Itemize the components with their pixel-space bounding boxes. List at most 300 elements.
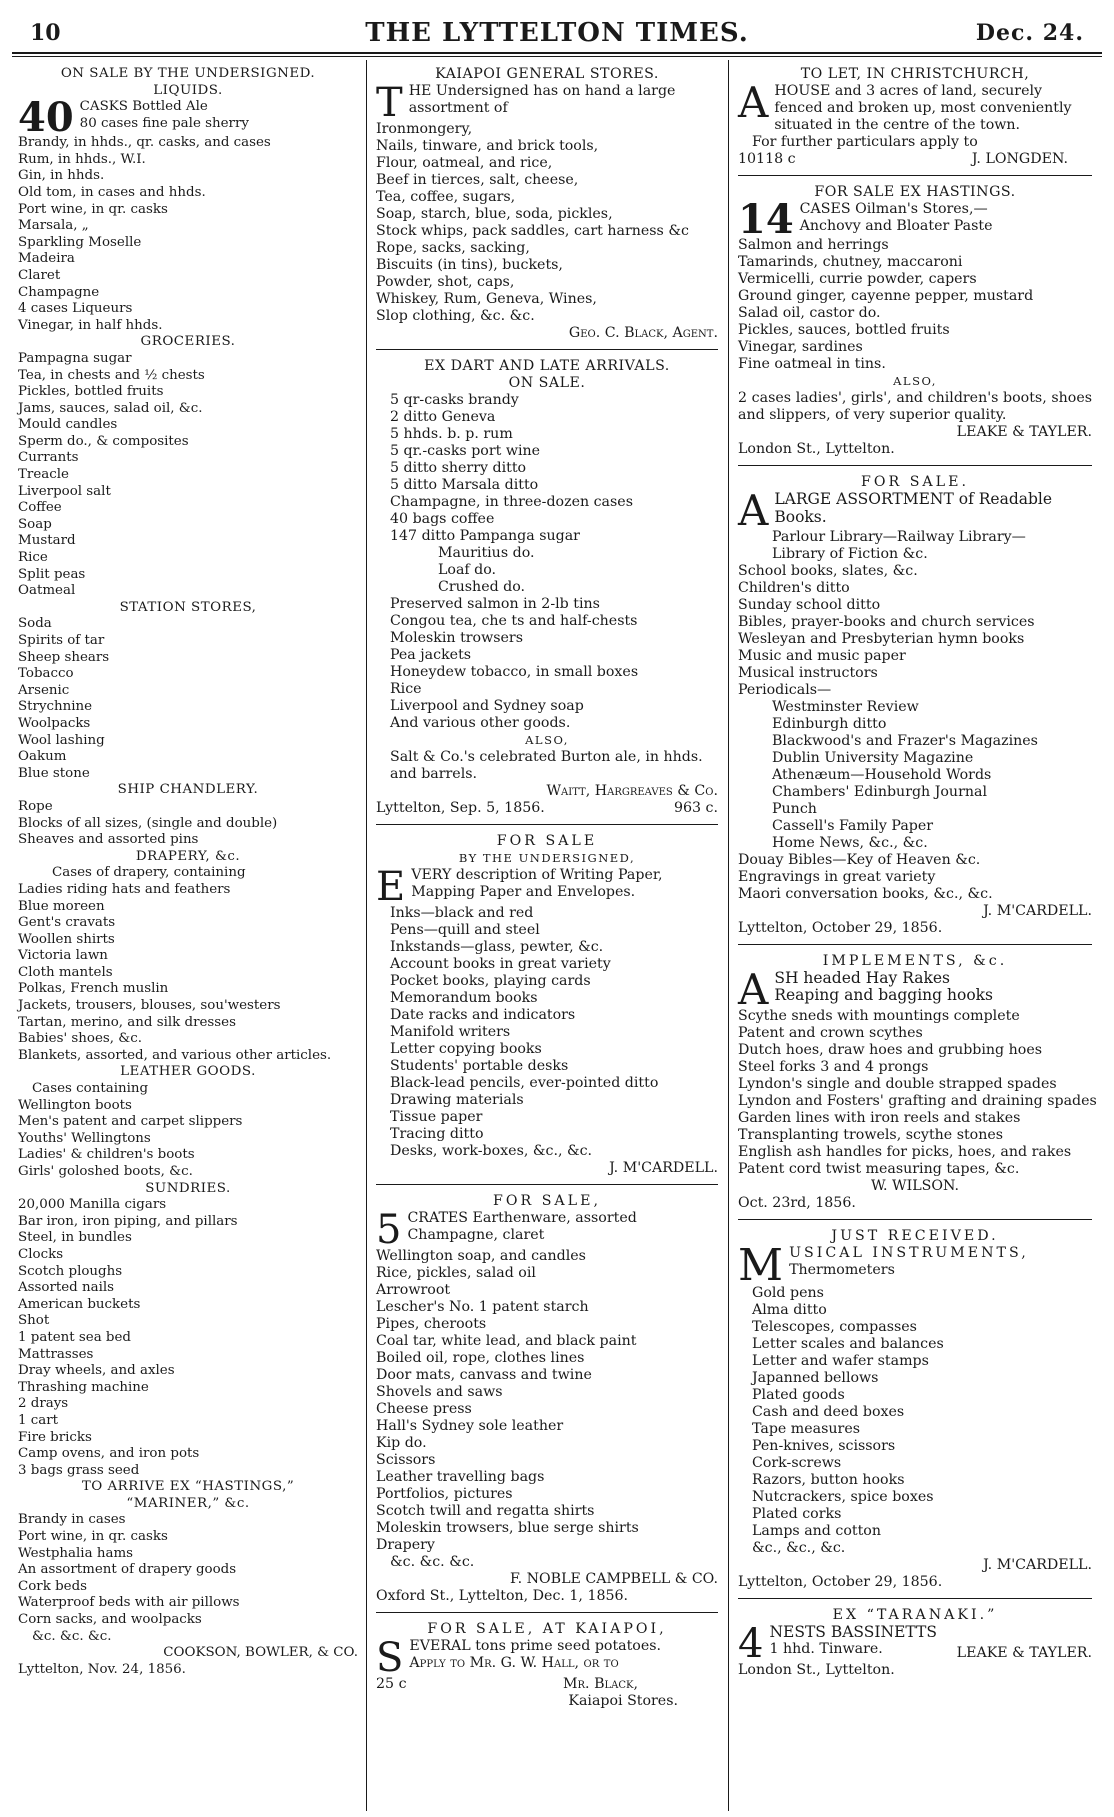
drop-capital: E xyxy=(376,864,406,910)
list-item: Bar iron, iron piping, and pillars xyxy=(18,1213,238,1229)
list-item: Preserved salmon in 2-lb tins xyxy=(390,596,600,612)
list-item: Mauritius do. xyxy=(438,545,535,561)
list-item: Desks, work-boxes, &c., &c. xyxy=(390,1143,593,1159)
list-item: Musical instructors xyxy=(738,665,878,681)
list-item: Lyndon's single and double strapped spades xyxy=(738,1076,1057,1092)
list-item: Sperm do., & composites xyxy=(18,433,189,449)
list-item: Lescher's No. 1 patent starch xyxy=(376,1299,589,1315)
list-item: Claret xyxy=(18,267,61,283)
list-item: Brandy in cases xyxy=(18,1512,126,1528)
list-item: Ladies riding hats and feathers xyxy=(18,881,231,897)
list-item: English ash handles for picks, hoes, and rakes xyxy=(738,1144,1072,1160)
list-item: Blue stone xyxy=(18,765,90,781)
dateline: Lyttelton, October 29, 1856. xyxy=(738,1574,943,1590)
list-item: Inkstands—glass, pewter, &c. xyxy=(390,939,604,955)
advertiser: COOKSON, BOWLER, & CO. xyxy=(163,1645,358,1661)
ad-divider xyxy=(376,1184,718,1185)
list-item: Library of Fiction &c. xyxy=(772,546,928,562)
dateline: Lyttelton, Sep. 5, 1856. xyxy=(376,800,545,816)
list-item: Cork beds xyxy=(18,1578,88,1594)
list-item: Gent's cravats xyxy=(18,915,116,931)
ad-divider xyxy=(376,1612,718,1613)
column-divider xyxy=(366,60,367,1811)
list-item: Crushed do. xyxy=(438,579,526,595)
address: London St., Lyttelton. xyxy=(738,1662,895,1678)
advertiser: J. M'CARDELL. xyxy=(983,1557,1092,1573)
item-list xyxy=(376,1248,718,1554)
etc-line: &c. &c. &c. xyxy=(390,1554,475,1570)
list-item: Split peas xyxy=(18,566,86,582)
column-1 xyxy=(18,66,358,1678)
list-item: Dublin University Magazine xyxy=(772,750,974,766)
ad-writing-paper xyxy=(376,833,718,1177)
store-name: Kaiapoi Stores. xyxy=(568,1693,678,1709)
list-item: Sparkling Moselle xyxy=(18,234,142,250)
ad-footer xyxy=(738,151,1092,168)
list-item: Arsenic xyxy=(18,682,70,698)
ad-kaiapoi-stores xyxy=(376,66,718,342)
dateline: Lyttelton, October 29, 1856. xyxy=(738,920,943,936)
liquids-list xyxy=(18,135,358,334)
dateline: Oct. 23rd, 1856. xyxy=(738,1195,856,1211)
list-item: Japanned bellows xyxy=(752,1370,879,1386)
list-item: Rum, in hhds., W.I. xyxy=(18,151,146,167)
list-item: Cash and deed boxes xyxy=(752,1404,905,1420)
dateline: Lyttelton, Nov. 24, 1856. xyxy=(18,1661,186,1677)
list-item: Ladies' & children's boots xyxy=(18,1147,195,1163)
list-item: Jams, sauces, salad oil, &c. xyxy=(18,400,203,416)
list-item: Drawing materials xyxy=(390,1092,524,1108)
list-item: 5 qr-casks brandy xyxy=(390,392,519,408)
list-item: Strychnine xyxy=(18,699,93,715)
masthead xyxy=(0,10,1114,50)
list-item: Portfolios, pictures xyxy=(376,1486,513,1502)
ad-line: CASES Oilman's Stores,— xyxy=(799,201,988,217)
ad-heading: IMPLEMENTS, &c. xyxy=(822,953,1008,969)
list-item: Rice, pickles, salad oil xyxy=(376,1265,536,1281)
list-item: Scythe sneds with mountings complete xyxy=(738,1008,1020,1024)
list-item: Biscuits (in tins), buckets, xyxy=(376,257,563,273)
list-item: Westphalia hams xyxy=(18,1545,134,1561)
list-item: Wellington soap, and candles xyxy=(376,1248,586,1264)
ad-taranaki xyxy=(738,1607,1092,1679)
address: London St., Lyttelton. xyxy=(738,441,895,457)
item-list xyxy=(376,392,718,545)
drop-numeral: 5 xyxy=(376,1207,402,1253)
list-item: Mustard xyxy=(18,533,76,549)
list-item: Memorandum books xyxy=(390,990,538,1006)
list-item: Patent cord twist measuring tapes, &c. xyxy=(738,1161,1020,1177)
list-item: Assorted nails xyxy=(18,1280,115,1296)
list-item: 20,000 Manilla cigars xyxy=(18,1197,167,1213)
list-item: Periodicals— xyxy=(738,682,832,698)
ad-divider xyxy=(738,944,1092,945)
list-item: School books, slates, &c. xyxy=(738,563,918,579)
ad-subheading: BY THE UNDERSIGNED, xyxy=(458,851,636,865)
list-item: Garden lines with iron reels and stakes xyxy=(738,1110,1021,1126)
list-item: Razors, button hooks xyxy=(752,1472,905,1488)
list-item: Thrashing machine xyxy=(18,1379,149,1395)
list-item: Loaf do. xyxy=(438,562,497,578)
list-item: Cassell's Family Paper xyxy=(772,818,934,834)
list-item: Vinegar, sardines xyxy=(738,339,863,355)
list-item: Account books in great variety xyxy=(390,956,611,972)
list-item: Bibles, prayer-books and church services xyxy=(738,614,1035,630)
ad-divider xyxy=(738,465,1092,466)
list-item: Youths' Wellingtons xyxy=(18,1130,151,1146)
ad-heading: KAIAPOI GENERAL STORES. xyxy=(435,66,659,82)
list-item: Lyndon and Fosters' grafting and draining spades xyxy=(738,1093,1097,1109)
list-item: Congou tea, che ts and half-chests xyxy=(390,613,638,629)
list-item: Girls' goloshed boots, &c. xyxy=(18,1164,193,1179)
list-item: Gold pens xyxy=(752,1285,824,1301)
masthead-rule-thin xyxy=(12,56,1102,57)
ad-oilman-stores xyxy=(738,184,1092,458)
list-item: Scotch twill and regatta shirts xyxy=(376,1503,595,1519)
ad-intro xyxy=(376,1635,718,1681)
list-item: Transplanting trowels, scythe stones xyxy=(738,1127,1004,1143)
issue-date: Dec. 24. xyxy=(975,20,1084,46)
list-item: Pampagna sugar xyxy=(18,350,132,366)
list-item: Tape measures xyxy=(752,1421,860,1437)
list-item: Letter copying books xyxy=(390,1041,542,1057)
list-item: Soap, starch, blue, soda, pickles, xyxy=(376,206,613,222)
list-item: Liverpool salt xyxy=(18,483,111,499)
newspaper-title: THE LYTTELTON TIMES. xyxy=(365,18,749,48)
ad-line: Reaping and bagging hooks xyxy=(774,986,994,1004)
list-item: Black-lead pencils, ever-pointed ditto xyxy=(390,1075,659,1091)
list-item: Scissors xyxy=(376,1452,436,1468)
list-item: Stock whips, pack saddles, cart harness &c xyxy=(376,223,689,239)
ad-line: USICAL INSTRUMENTS, xyxy=(789,1245,1029,1261)
list-item: Sheep shears xyxy=(18,649,110,665)
list-item: Plated corks xyxy=(752,1506,842,1522)
list-item: Brandy, in hhds., qr. casks, and cases xyxy=(18,135,271,151)
ad-line: Apply to Mr. G. W. Hall, or to xyxy=(409,1655,619,1671)
list-item: &c., &c., &c. xyxy=(752,1540,846,1556)
item-list xyxy=(738,563,1092,699)
ad-heading: EX DART AND LATE ARRIVALS. xyxy=(424,358,670,374)
etc-line: &c. &c. &c. xyxy=(32,1628,112,1644)
advertiser: Waitt, Hargreaves & Co. xyxy=(546,783,718,799)
list-item: And various other goods. xyxy=(390,715,571,731)
ad-line: Thermometers xyxy=(789,1262,895,1278)
list-item: Lamps and cotton xyxy=(752,1523,881,1539)
list-item: Oatmeal xyxy=(18,583,76,599)
drop-capital: T xyxy=(376,80,403,126)
list-item: Blackwood's and Frazer's Magazines xyxy=(772,733,1038,749)
list-item: Woolpacks xyxy=(18,715,91,731)
list-item: Blue moreen xyxy=(18,898,105,914)
ad-divider xyxy=(738,1598,1092,1599)
ad-heading: FOR SALE. xyxy=(861,474,969,490)
leather-list xyxy=(18,1098,358,1181)
list-item: Ground ginger, cayenne pepper, mustard xyxy=(738,288,1034,304)
section-heading: GROCERIES. xyxy=(140,334,236,350)
advertiser: LEAKE & TAYLER. xyxy=(956,1645,1092,1661)
section-heading: “MARINER,” &c. xyxy=(126,1495,250,1511)
list-item: Douay Bibles—Key of Heaven &c. xyxy=(738,852,981,868)
list-item: 3 bags grass seed xyxy=(18,1462,140,1478)
list-item: Liverpool and Sydney soap xyxy=(390,698,584,714)
list-item: Pickles, sauces, bottled fruits xyxy=(738,322,950,338)
ad-house-to-let xyxy=(738,66,1092,168)
ad-heading: FOR SALE xyxy=(496,833,598,849)
arrive-list xyxy=(18,1512,358,1628)
list-item: Mould candles xyxy=(18,417,118,433)
ad-line: CASKS Bottled Ale xyxy=(79,99,208,115)
section-intro: Cases of drapery, containing xyxy=(52,865,246,881)
list-item: Shot xyxy=(18,1313,50,1329)
ad-line: 1 hhd. Tinware. xyxy=(769,1641,883,1657)
list-item: Flour, oatmeal, and rice, xyxy=(376,155,553,171)
ad-heading: EX “TARANAKI.” xyxy=(832,1607,998,1623)
list-item: Rope, sacks, sacking, xyxy=(376,240,530,256)
list-item: Pen-knives, scissors xyxy=(752,1438,896,1454)
section-heading: DRAPERY, &c. xyxy=(135,848,241,864)
ad-divider xyxy=(738,1219,1092,1220)
list-item: Pipes, cheroots xyxy=(376,1316,487,1332)
advertiser: J. M'CARDELL. xyxy=(609,1160,718,1176)
list-item: Old tom, in cases and hhds. xyxy=(18,184,206,200)
list-item: Telescopes, compasses xyxy=(752,1319,917,1335)
ad-intro xyxy=(376,1207,718,1253)
list-item: Soap xyxy=(18,516,52,532)
column-divider xyxy=(728,60,729,1811)
list-item: Jackets, trousers, blouses, sou'westers xyxy=(18,998,281,1014)
list-item: Waterproof beds with air pillows xyxy=(18,1595,240,1611)
ad-intro-text: VERY description of Writing Paper, Mapping Paper and Envelopes. xyxy=(411,867,663,900)
list-item: Music and music paper xyxy=(738,648,906,664)
list-item: American buckets xyxy=(18,1296,141,1312)
ad-divider xyxy=(738,175,1092,176)
ad-footer xyxy=(376,1676,718,1693)
ad-line: Champagne, claret xyxy=(407,1227,545,1243)
list-item: Moleskin trowsers xyxy=(390,630,523,646)
list-item: Nutcrackers, spice boxes xyxy=(752,1489,934,1505)
ad-heading: FOR SALE, AT KAIAPOI, xyxy=(427,1621,667,1637)
ad-heading: TO LET, IN CHRISTCHURCH, xyxy=(800,66,1030,82)
item-list xyxy=(738,237,1092,373)
list-item: Steel forks 3 and 4 prongs xyxy=(738,1059,929,1075)
ad-intro xyxy=(738,486,1092,535)
list-item: Whiskey, Rum, Geneva, Wines, xyxy=(376,291,597,307)
ad-intro-text: LARGE ASSORTMENT of Readable Books. xyxy=(774,490,1053,526)
advertiser: LEAKE & TAYLER. xyxy=(956,424,1092,440)
ad-line: Anchovy and Bloater Paste xyxy=(799,218,993,234)
list-item: Wool lashing xyxy=(18,732,105,748)
list-item: Champagne, in three-dozen cases xyxy=(390,494,633,510)
ad-seed-potatoes xyxy=(376,1621,718,1710)
list-item: Salmon and herrings xyxy=(738,237,889,253)
list-item: Powder, shot, caps, xyxy=(376,274,515,290)
list-item: Tobacco xyxy=(18,666,74,682)
list-item: Date racks and indicators xyxy=(390,1007,576,1023)
ad-earthenware xyxy=(376,1193,718,1605)
list-item: Wellington boots xyxy=(18,1097,132,1113)
list-item: Coal tar, white lead, and black paint xyxy=(376,1333,637,1349)
list-item: Cork-screws xyxy=(752,1455,842,1471)
section-heading: STATION STORES, xyxy=(119,599,257,615)
ad-intro xyxy=(376,80,718,126)
ad-line: NESTS BASSINETTS xyxy=(769,1623,937,1641)
list-item: Letter scales and balances xyxy=(752,1336,944,1352)
list-item: Slop clothing, &c. &c. xyxy=(376,308,535,324)
list-item: Mattrasses xyxy=(18,1346,94,1362)
list-item: Port wine, in qr. casks xyxy=(18,201,168,217)
list-item: Chambers' Edinburgh Journal xyxy=(772,784,987,800)
list-item: Babies' shoes, &c. xyxy=(18,1031,142,1047)
list-item: Home News, &c., &c. xyxy=(772,835,928,851)
column-3 xyxy=(738,66,1097,1686)
list-item: 2 drays xyxy=(18,1396,69,1412)
list-item: Plated goods xyxy=(752,1387,845,1403)
list-item: Hall's Sydney sole leather xyxy=(376,1418,564,1434)
list-item: Soda xyxy=(18,616,52,632)
sundries-list xyxy=(18,1197,358,1479)
list-item: Nails, tinware, and brick tools, xyxy=(376,138,599,154)
drop-capital: S xyxy=(376,1635,404,1681)
list-item: 5 ditto Marsala ditto xyxy=(390,477,539,493)
list-item: Ironmongery, xyxy=(376,121,473,137)
item-list xyxy=(376,121,718,325)
list-item: Leather travelling bags xyxy=(376,1469,545,1485)
list-item: Drapery xyxy=(376,1537,435,1553)
list-item: 4 cases Liqueurs xyxy=(18,301,133,317)
list-item: Salad oil, castor do. xyxy=(738,305,881,321)
ad-intro-text: HE Undersigned has on hand a large assortment of xyxy=(408,83,676,116)
list-item: Parlour Library—Railway Library— xyxy=(772,529,1026,545)
column-2 xyxy=(376,66,718,1717)
also-text: 2 cases ladies', girls', and children's boots, shoes and slippers, of very superior quality. xyxy=(738,390,1092,423)
list-item: Dutch hoes, draw hoes and grubbing hoes xyxy=(738,1042,1042,1058)
ad-divider xyxy=(376,349,718,350)
periodicals-list xyxy=(738,699,1092,852)
list-item: Door mats, canvass and twine xyxy=(376,1367,592,1383)
ad-intro xyxy=(376,864,718,910)
drop-capital: A xyxy=(738,78,769,127)
list-item: Letter and wafer stamps xyxy=(752,1353,929,1369)
ad-intro xyxy=(738,78,1092,134)
list-item: 5 qr.-casks port wine xyxy=(390,443,541,459)
dateline: Oxford St., Lyttelton, Dec. 1, 1856. xyxy=(376,1588,629,1604)
item-list xyxy=(738,852,1092,903)
ad-line: 80 cases fine pale sherry xyxy=(79,115,249,131)
list-item: Gin, in hhds. xyxy=(18,168,105,184)
list-item: Rice xyxy=(390,681,422,697)
list-item: Engravings in great variety xyxy=(738,869,936,885)
ad-intro-text: EVERAL tons prime seed potatoes. xyxy=(409,1638,662,1654)
list-item: Maori conversation books, &c., &c. xyxy=(738,886,993,902)
ad-intro xyxy=(738,196,1092,243)
sugar-list xyxy=(376,545,718,596)
list-item: Vinegar, in half hhds. xyxy=(18,317,163,333)
section-heading: TO ARRIVE EX “HASTINGS,” xyxy=(81,1479,295,1495)
list-item: Wesleyan and Presbyterian hymn books xyxy=(738,631,1025,647)
drapery-list xyxy=(18,882,358,1065)
advertiser: J. M'CARDELL. xyxy=(983,903,1092,919)
list-item: Oakum xyxy=(18,749,67,765)
list-item: Currants xyxy=(18,450,79,466)
list-item: Tea, in chests and ½ chests xyxy=(18,367,205,383)
list-item: Students' portable desks xyxy=(390,1058,569,1074)
list-item: Men's patent and carpet slippers xyxy=(18,1114,243,1130)
page-number: 10 xyxy=(30,20,61,46)
list-item: Beef in tierces, salt, cheese, xyxy=(376,172,579,188)
list-item: Kip do. xyxy=(376,1435,427,1451)
list-item: Athenæum—Household Words xyxy=(772,767,992,783)
list-item: Sheaves and assorted pins xyxy=(18,832,199,848)
section-heading: LIQUIDS. xyxy=(153,82,223,98)
list-item: Cloth mantels xyxy=(18,964,113,980)
ad-reference: 25 c xyxy=(376,1676,407,1692)
list-item: Patent and crown scythes xyxy=(738,1025,923,1041)
list-item: Champagne xyxy=(18,284,100,300)
list-item: 1 cart xyxy=(18,1412,59,1428)
list-item: Shovels and saws xyxy=(376,1384,503,1400)
list-item: Boiled oil, rope, clothes lines xyxy=(376,1350,585,1366)
ad-intro xyxy=(738,1240,1092,1291)
list-item: Marsala, „ xyxy=(18,218,89,234)
list-item: An assortment of drapery goods xyxy=(18,1562,237,1578)
list-item: Vermicelli, currie powder, capers xyxy=(738,271,977,287)
list-item: Westminster Review xyxy=(772,699,919,715)
list-item: Rice xyxy=(18,550,48,566)
ship-list xyxy=(18,799,358,849)
advertiser: W. WILSON. xyxy=(870,1178,960,1194)
drop-capital: A xyxy=(738,486,769,535)
list-item: Children's ditto xyxy=(738,580,850,596)
list-item: 147 ditto Pampanga sugar xyxy=(390,528,580,544)
advertiser: F. NOBLE CAMPBELL & CO. xyxy=(509,1571,718,1587)
station-list xyxy=(18,616,358,782)
masthead-rule xyxy=(12,52,1102,54)
list-item: Pocket books, playing cards xyxy=(390,973,591,989)
ad-line: CRATES Earthenware, assorted xyxy=(407,1210,637,1226)
advertiser: Geo. C. Black, Agent. xyxy=(568,325,718,341)
ad-heading: JUST RECEIVED. xyxy=(831,1228,999,1244)
advertiser: Mr. Black, xyxy=(563,1676,638,1692)
list-item: Tissue paper xyxy=(390,1109,483,1125)
drop-capital: M xyxy=(738,1240,784,1291)
ad-dart-arrivals xyxy=(376,358,718,817)
list-item: Pickles, bottled fruits xyxy=(18,384,164,400)
list-item: Pens—quill and steel xyxy=(390,922,540,938)
also-label: ALSO, xyxy=(893,374,937,388)
ad-line: SH headed Hay Rakes xyxy=(774,969,950,987)
advertiser: J. LONGDEN. xyxy=(971,151,1068,167)
list-item: 5 ditto sherry ditto xyxy=(390,460,527,476)
ad-subheading: ON SALE. xyxy=(508,375,586,391)
section-heading: LEATHER GOODS. xyxy=(120,1064,256,1080)
item-list xyxy=(738,1008,1097,1178)
ad-heading: ON SALE BY THE UNDERSIGNED. xyxy=(60,66,316,81)
list-item: Tea, coffee, sugars, xyxy=(376,189,516,205)
ad-intro xyxy=(738,965,1092,1014)
list-item: Inks—black and red xyxy=(390,905,534,921)
ad-musical-instruments xyxy=(738,1228,1092,1591)
item-list xyxy=(738,1285,1092,1557)
ad-reference: 963 c. xyxy=(673,800,718,816)
list-item: Cheese press xyxy=(376,1401,472,1417)
ad-heading: FOR SALE, xyxy=(493,1193,601,1209)
list-item: Tracing ditto xyxy=(390,1126,484,1142)
item-list xyxy=(376,905,718,1160)
drop-numeral: 14 xyxy=(738,196,794,243)
ad-intro-text: HOUSE and 3 acres of land, securely fenced and broken up, most conveniently situated in the centre of the town. xyxy=(774,83,1072,133)
list-item: Sunday school ditto xyxy=(738,597,881,613)
list-item: Blocks of all sizes, (single and double) xyxy=(18,815,278,831)
